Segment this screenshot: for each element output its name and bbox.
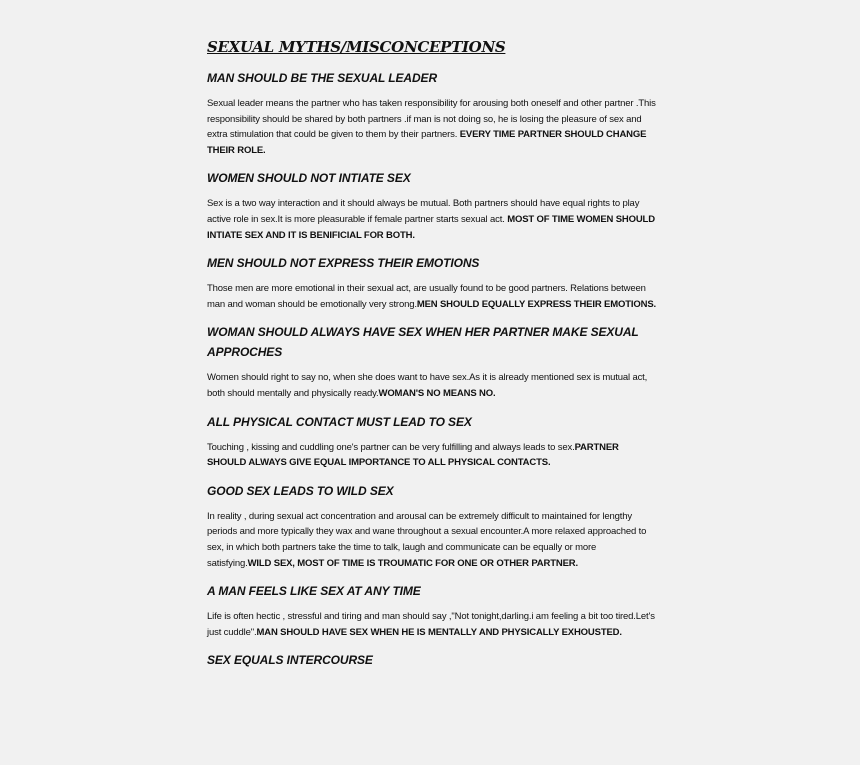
section-body <box>207 196 659 243</box>
document-title: SEXUAL MYTHS/MISCONCEPTIONS <box>207 38 506 56</box>
section-man-feels-like-sex <box>207 581 659 640</box>
section-women-initiate <box>207 168 659 243</box>
section-text: In reality , during sexual act concentration and arousal can be extremely difficult to maintained for lengthy periods and more typically they wax and wane throughout a sexual encounter.A more relaxed approached to sex, in which both partners take the time to talk, laugh and communicate can be equally or more satisfying. <box>207 510 647 569</box>
section-emphasis: MEN SHOULD EQUALLY EXPRESS THEIR EMOTIONS. <box>416 298 656 310</box>
section-body <box>207 281 659 312</box>
section-emphasis: MAN SHOULD HAVE SEX WHEN HE IS MENTALLY AND PHYSICALLY EXHOUSTED. <box>256 626 622 638</box>
section-emphasis: WILD SEX, MOST OF TIME IS TROUMATIC FOR ONE OR OTHER PARTNER. <box>247 557 578 569</box>
section-body <box>207 509 659 571</box>
section-sex-equals-intercourse <box>207 650 659 670</box>
section-good-sex-wild-sex <box>207 481 659 571</box>
section-heading: ALL PHYSICAL CONTACT MUST LEAD TO SEX <box>207 414 472 429</box>
section-text: Women should right to say no, when she does want to have sex.As it is already mentioned sex is mutual act, both should mentally and physically ready. <box>207 372 648 399</box>
section-physical-contact <box>207 412 659 471</box>
section-heading: WOMAN SHOULD ALWAYS HAVE SEX WHEN HER PARTNER MAKE SEXUAL APPROCHES <box>207 325 639 360</box>
section-heading: GOOD SEX LEADS TO WILD SEX <box>207 483 394 498</box>
section-body <box>207 440 659 471</box>
section-emphasis: MOST OF TIME WOMEN SHOULD INTIATE SEX AND IT IS BENIFICIAL FOR BOTH. <box>207 213 655 241</box>
section-body <box>207 96 659 158</box>
section-men-emotions <box>207 253 659 312</box>
section-heading: WOMEN SHOULD NOT INTIATE SEX <box>207 171 411 186</box>
section-text: Sex is a two way interaction and it should always be mutual. Both partners should have equal rights to play active role in sex.It is more pleasurable if female partner starts sexual act. <box>207 198 640 225</box>
section-text: Touching , kissing and cuddling one's partner can be very fulfilling and always leads to sex. <box>207 441 575 453</box>
section-text: Those men are more emotional in their sexual act, are usually found to be good partners. Relations between man and woman should be emotionally very strong. <box>207 283 646 310</box>
section-heading: SEX EQUALS INTERCOURSE <box>207 653 373 668</box>
section-man-sexual-leader <box>207 68 659 158</box>
section-body <box>207 609 659 640</box>
section-text: Sexual leader means the partner who has taken responsibility for arousing both oneself and other partner .This responsibility should be shared by both partners .if man is not doing so, he is losing the pleasure of sex and extra stimulation that could be given to them by their partners. <box>207 98 656 141</box>
section-heading: MAN SHOULD BE THE SEXUAL LEADER <box>207 71 438 85</box>
section-body <box>207 370 659 401</box>
section-heading: MEN SHOULD NOT EXPRESS THEIR EMOTIONS <box>207 256 480 271</box>
section-emphasis: WOMAN'S NO MEANS NO. <box>378 387 496 399</box>
document-page <box>207 36 659 678</box>
section-text: Life is often hectic , stressful and tiring and man should say ,"Not tonight,darling.i am feeling a bit too tired.Let's just cuddle". <box>207 611 655 638</box>
section-woman-always-have-sex <box>207 322 659 401</box>
section-heading: A MAN FEELS LIKE SEX AT ANY TIME <box>207 584 421 599</box>
section-emphasis: EVERY TIME PARTNER SHOULD CHANGE THEIR ROLE. <box>207 129 647 156</box>
section-emphasis: PARTNER SHOULD ALWAYS GIVE EQUAL IMPORTANCE TO ALL PHYSICAL CONTACTS. <box>207 441 619 469</box>
